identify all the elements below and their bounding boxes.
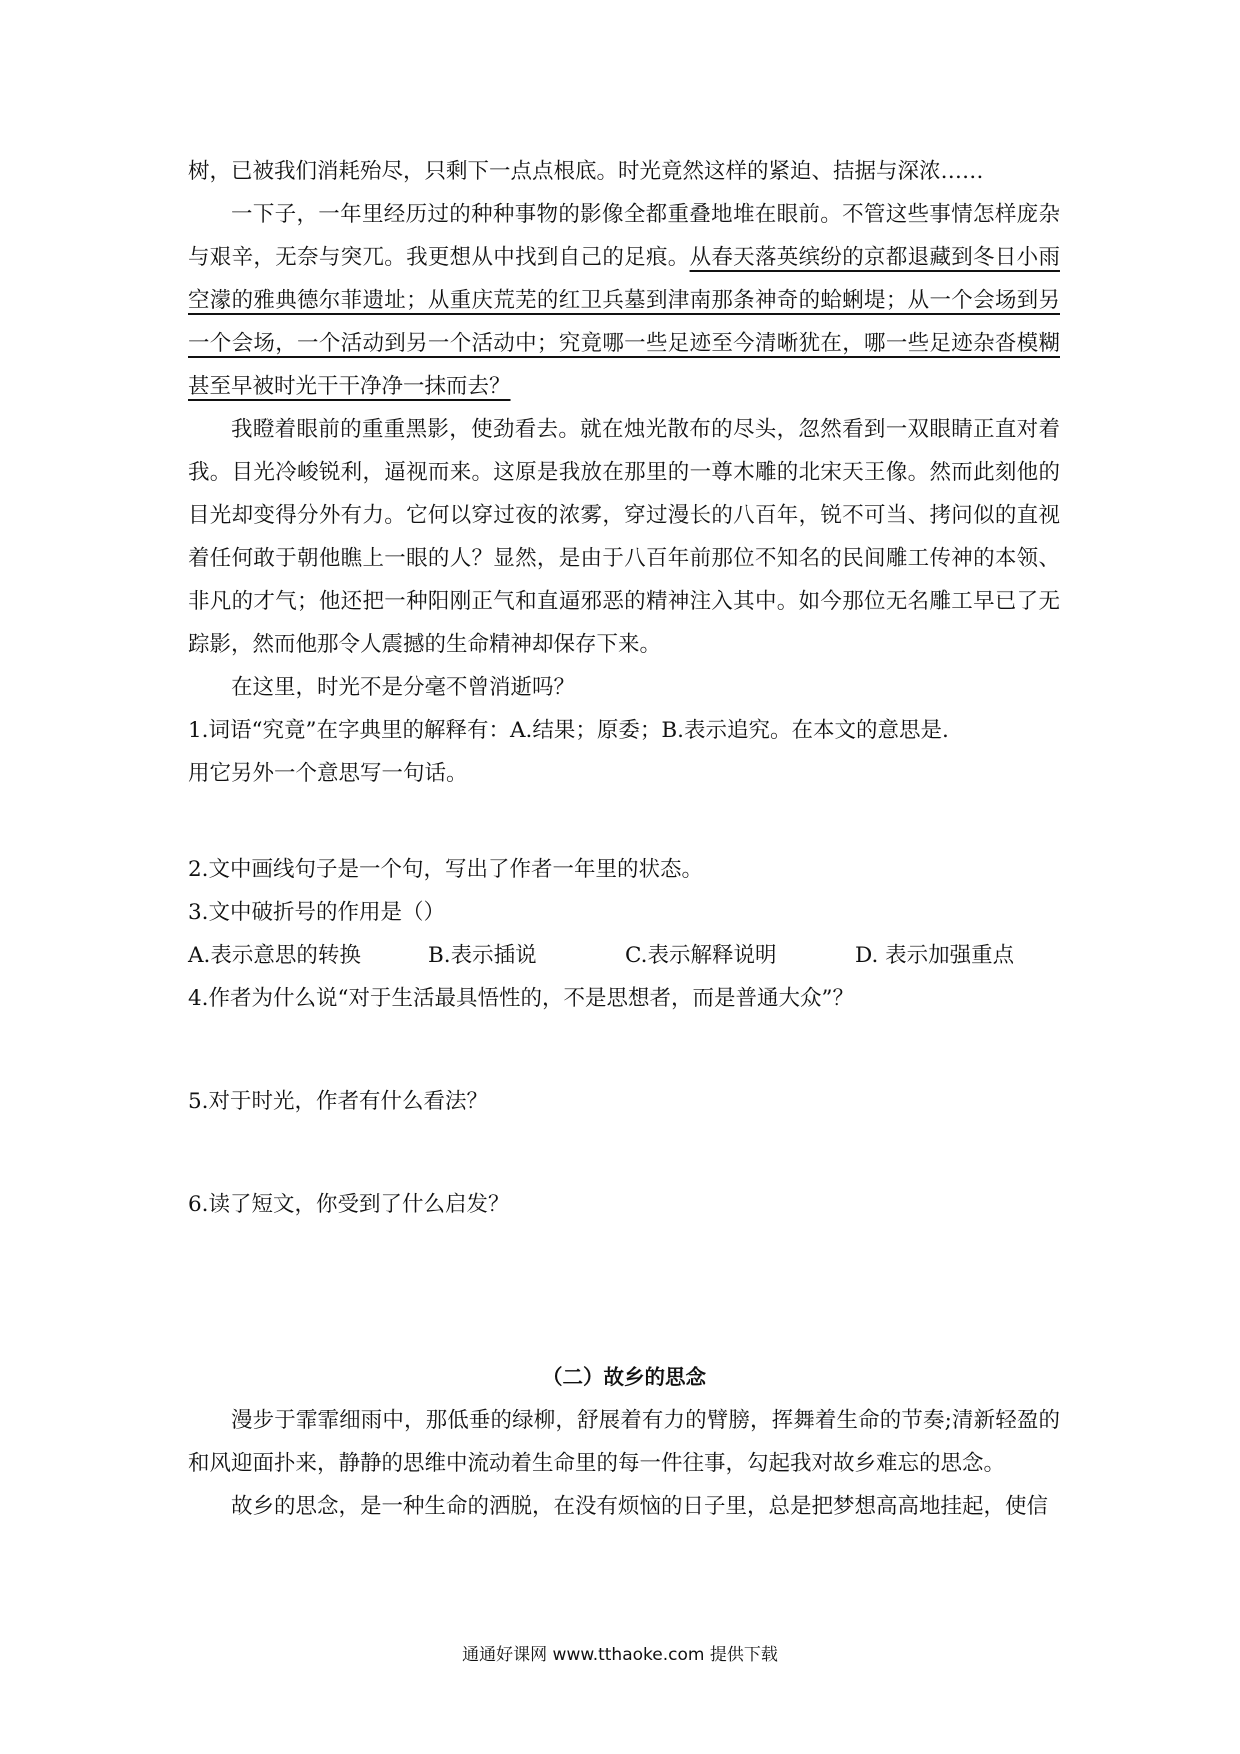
- passage1-paragraph-2-text: 一下子，一年里经历过的种种事物的影像全都重叠地堆在眼前。不管这些事情怎样庞杂与艰辛，无奈与突兀。我更想从中找到自己的足痕。: [188, 202, 1060, 270]
- section-title: （二）故乡的思念: [542, 1365, 706, 1389]
- answer-space-4: [188, 1020, 1060, 1080]
- question-2: 2.文中画线句子是一个句，写出了作者一年里的状态。: [188, 857, 704, 882]
- question-3-options: [188, 934, 1060, 977]
- option-d: D. 表示加强重点: [855, 943, 1015, 968]
- answer-space-1: [188, 795, 1060, 848]
- option-c: C.表示解释说明: [625, 943, 777, 968]
- passage1-paragraph-4: 在这里，时光不是分毫不曾消逝吗？: [231, 675, 576, 700]
- passage1-paragraph-2: [188, 193, 1060, 408]
- answer-space-5: [188, 1123, 1060, 1183]
- passage1-paragraph-1: 树，已被我们消耗殆尽，只剩下一点点根底。时光竟然这样的紧迫、拮据与深浓……: [188, 159, 984, 184]
- passage2-paragraph-2: 故乡的思念，是一种生命的洒脱，在没有烦恼的日子里，总是把梦想高高地挂起，使信: [231, 1494, 1049, 1519]
- question-6: 6.读了短文，你受到了什么启发？: [188, 1192, 510, 1217]
- question-5: 5.对于时光，作者有什么看法？: [188, 1089, 489, 1114]
- underlined-sentence: 从春天落英缤纷的京都退藏到冬日小雨空濛的雅典德尔菲遗址；从重庆荒芜的红卫兵墓到津南那条神奇的蛤蜊堤；从一个会场到另一个会场，一个活动到另一个活动中；究竟哪一些足迹至今清晰犹在，哪一些足迹杂沓模糊甚至早被时光干干净净一抹而去？: [188, 245, 1060, 399]
- page-footer: 通通好课网 www.tthaoke.com 提供下载: [462, 1645, 778, 1665]
- option-b: B.表示插说: [428, 943, 537, 968]
- option-a: A.表示意思的转换: [188, 943, 361, 968]
- passage1-paragraph-3: 我瞪着眼前的重重黑影，使劲看去。就在烛光散布的尽头，忽然看到一双眼睛正直对着我。目光冷峻锐利，逼视而来。这原是我放在那里的一尊木雕的北宋天王像。然而此刻他的目光却变得分外有力。它何以穿过夜的浓雾，穿过漫长的八百年，锐不可当、拷问似的直视着任何敢于朝他瞧上一眼的人？显然，是由于八百年前那位不知名的民间雕工传神的本领、非凡的才气；他还把一种阳刚正气和直逼邪恶的精神注入其中。如今那位无名雕工早已了无踪影，然而他那令人震撼的生命精神却保存下来。: [188, 417, 1060, 657]
- passage2-paragraph-1: 漫步于霏霏细雨中，那低垂的绿柳，舒展着有力的臂膀，挥舞着生命的节奏;清新轻盈的和风迎面扑来，静静的思维中流动着生命里的每一件往事，勾起我对故乡难忘的思念。: [188, 1408, 1060, 1476]
- question-4: 4.作者为什么说“对于生活最具悟性的，不是思想者，而是普通大众”？: [188, 986, 854, 1011]
- question-1-line-1: 1.词语“究竟”在字典里的解释有：A.结果；原委；B.表示追究。在本文的意思是.: [188, 718, 949, 743]
- question-1-line-2: 用它另外一个意思写一句话。: [188, 761, 468, 786]
- answer-space-6: [188, 1226, 1060, 1356]
- question-3: 3.文中破折号的作用是（）: [188, 900, 446, 925]
- page-content: [188, 150, 1060, 1528]
